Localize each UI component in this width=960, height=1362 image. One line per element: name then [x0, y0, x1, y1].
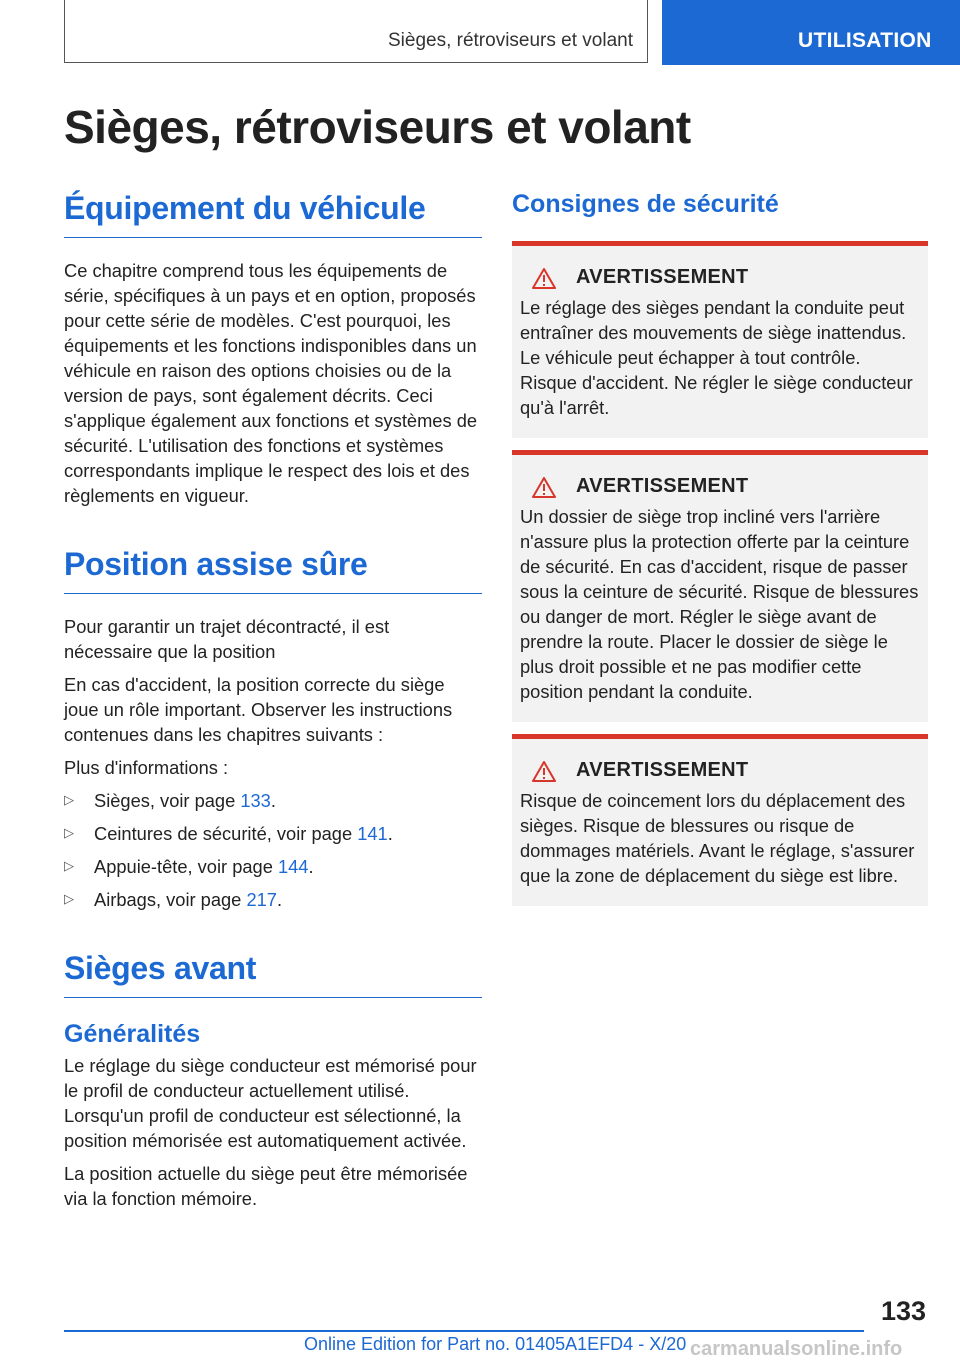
triangle-bullet-icon: ▷	[64, 891, 74, 906]
watermark: carmanualsonline.info	[690, 1338, 903, 1360]
heading-generalites: Généralités	[64, 1020, 201, 1048]
warning-box	[512, 241, 928, 438]
warning-triangle-icon	[532, 476, 556, 498]
position-p3: Plus d'informations :	[64, 757, 229, 778]
section-tab[interactable]: UTILISATION	[662, 0, 960, 65]
page-title: Sièges, rétroviseurs et volant	[64, 101, 691, 153]
triangle-bullet-icon: ▷	[64, 825, 74, 840]
page-number: 133	[880, 1296, 926, 1326]
equipement-text: Ce chapitre comprend tous les équipements de série, spécifiques à un pays et en option, proposés pour cette série de modèles. C'est pourquoi, les équipements et les fonctions indisponibles dans un véhicule en raison des options choisies ou de la version de pays, sont également décrits. Ceci s'applique également aux fonctions et systèmes de sécurité. L'utilisation des fonctions et systèmes correspondants implique le respect des lois et des règlements en vigueur.	[64, 260, 478, 506]
triangle-bullet-icon: ▷	[64, 858, 74, 873]
warning-box	[512, 450, 928, 722]
page-link[interactable]: 133	[240, 790, 271, 811]
heading-sieges-avant: Sièges avant	[64, 950, 482, 998]
warning-title: AVERTISSEMENT	[576, 759, 749, 781]
heading-position: Position assise sûre	[64, 546, 482, 594]
list-item: ▷ Sièges, voir page 133.	[64, 788, 482, 813]
list-item: ▷ Appuie-tête, voir page 144.	[64, 854, 482, 879]
heading-consignes: Consignes de sécurité	[512, 190, 779, 218]
sieges-p1: Le réglage du siège conducteur est mémorisé pour le profil de conducteur actuellement utilisé. Lorsqu'un profil de conducteur est sélectionné, la position mémorisée est automatiquement activée.	[64, 1055, 477, 1151]
page-link[interactable]: 217	[246, 889, 277, 910]
page-header	[0, 0, 960, 66]
warning-text: Un dossier de siège trop incliné vers l'arrière n'assure plus la protection offerte par la ceinture de sécurité. En cas d'accident, risque de passer sous la ceinture de sécurité. Risque de blessures ou danger de mort. Régler le siège avant de prendre la route. Placer le dossier de siège le plus droit possible et ne pas modifier cette position pendant la conduite.	[520, 506, 919, 702]
warning-text: Le réglage des sièges pendant la conduite peut entraîner des mouvements de siège inattendus. Le véhicule peut échapper à tout contrôle. Risque d'accident. Ne régler le siège conducteur qu'à l'arrêt.	[520, 297, 913, 418]
chapter-label: Sièges, rétroviseurs et volant	[64, 0, 648, 63]
footer-divider	[64, 1330, 864, 1332]
footer-edition: Online Edition for Part no. 01405A1EFD4 - X/20	[304, 1334, 687, 1354]
warning-triangle-icon	[532, 760, 556, 782]
position-p1: Pour garantir un trajet décontracté, il est nécessaire que la position	[64, 616, 390, 662]
page-link[interactable]: 141	[357, 823, 388, 844]
right-column	[512, 190, 928, 906]
list-item: ▷ Ceintures de sécurité, voir page 141.	[64, 821, 482, 846]
triangle-bullet-icon: ▷	[64, 792, 74, 807]
position-p2: En cas d'accident, la position correcte du siège joue un rôle important. Observer les instructions contenues dans les chapitres suivants :	[64, 674, 453, 745]
warning-title: AVERTISSEMENT	[576, 266, 749, 288]
warning-box	[512, 734, 928, 906]
warning-title: AVERTISSEMENT	[576, 475, 749, 497]
left-column	[64, 190, 482, 1211]
heading-equipement: Équipement du véhicule	[64, 190, 482, 238]
page-link[interactable]: 144	[277, 856, 309, 877]
sieges-p2: La position actuelle du siège peut être mémorisée via la fonction mémoire.	[64, 1163, 468, 1209]
warning-text: Risque de coincement lors du déplacement des sièges. Risque de blessures ou risque de dommages matériels. Avant le réglage, s'assurer que la zone de déplacement du siège est libre.	[520, 790, 915, 886]
list-item: ▷ Airbags, voir page 217.	[64, 887, 482, 912]
warning-triangle-icon	[532, 267, 556, 289]
